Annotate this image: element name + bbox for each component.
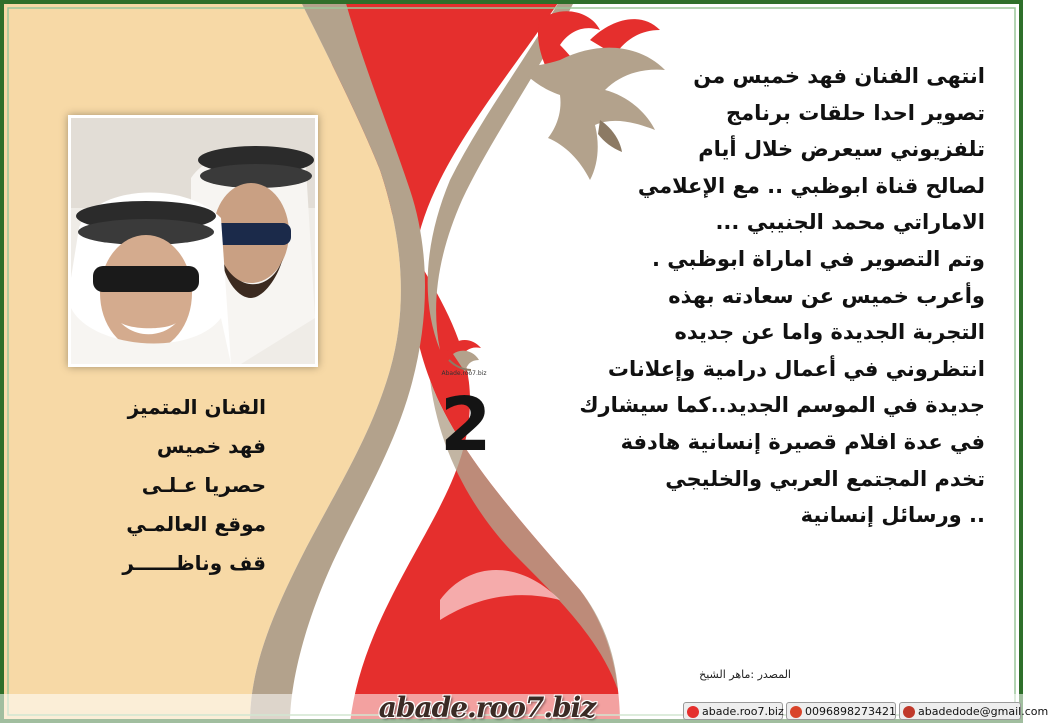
email-chip-label: abadedode@gmail.com bbox=[918, 705, 1048, 718]
caption-line: قف وناظــــــر bbox=[122, 551, 266, 575]
website-chip[interactable] bbox=[683, 702, 783, 720]
artist-photo bbox=[68, 115, 318, 367]
part-number: 2 bbox=[440, 382, 492, 468]
mail-icon bbox=[903, 706, 915, 718]
source-credit: المصدر :ماهر الشيخ bbox=[699, 668, 791, 681]
phone-chip[interactable] bbox=[786, 702, 896, 720]
article-line: تخدم المجتمع العربي والخليجي bbox=[665, 466, 985, 491]
article-line: .. ورسائل إنسانية bbox=[800, 503, 985, 528]
email-chip[interactable] bbox=[899, 702, 1048, 720]
article-line: التجربة الجديدة واما عن جديده bbox=[674, 320, 985, 345]
article-line: جديدة في الموسم الجديد..كما سيشارك bbox=[579, 393, 985, 418]
article-line: وتم التصوير في اماراة ابوظبي . bbox=[651, 246, 985, 271]
web-icon bbox=[687, 706, 699, 718]
footer-site-logo[interactable]: abade.roo7.biz bbox=[378, 691, 596, 724]
article-line: وأعرب خميس عن سعادته بهذه bbox=[668, 283, 985, 308]
website-chip-label: abade.roo7.biz bbox=[702, 705, 784, 718]
article-line: انتظروني في أعمال درامية وإعلانات bbox=[607, 356, 985, 381]
article-text bbox=[515, 58, 985, 534]
article-line: تلفزيوني سيعرض خلال أيام bbox=[698, 137, 985, 162]
article-line: الاماراتي محمد الجنيبي ... bbox=[715, 210, 985, 235]
article-line: لصالح قناة ابوظبي .. مع الإعلامي bbox=[637, 173, 985, 198]
caption-line: الفنان المتميز bbox=[127, 395, 266, 419]
article-line: في عدة افلام قصيرة إنسانية هادفة bbox=[620, 429, 985, 454]
caption-line: فهد خميس bbox=[156, 434, 266, 458]
caption-line: موقع العالمـي bbox=[126, 512, 266, 536]
article-line: انتهى الفنان فهد خميس من bbox=[693, 64, 985, 88]
side-caption bbox=[70, 388, 266, 583]
phone-chip-label: 0096898273421 bbox=[805, 705, 896, 718]
phone-icon bbox=[790, 706, 802, 718]
caption-line: حصريا عـلـى bbox=[141, 473, 266, 497]
mini-logo-caption: Abade.roo7.biz bbox=[441, 370, 487, 377]
article-line: تصوير احدا حلقات برنامج bbox=[726, 100, 985, 125]
